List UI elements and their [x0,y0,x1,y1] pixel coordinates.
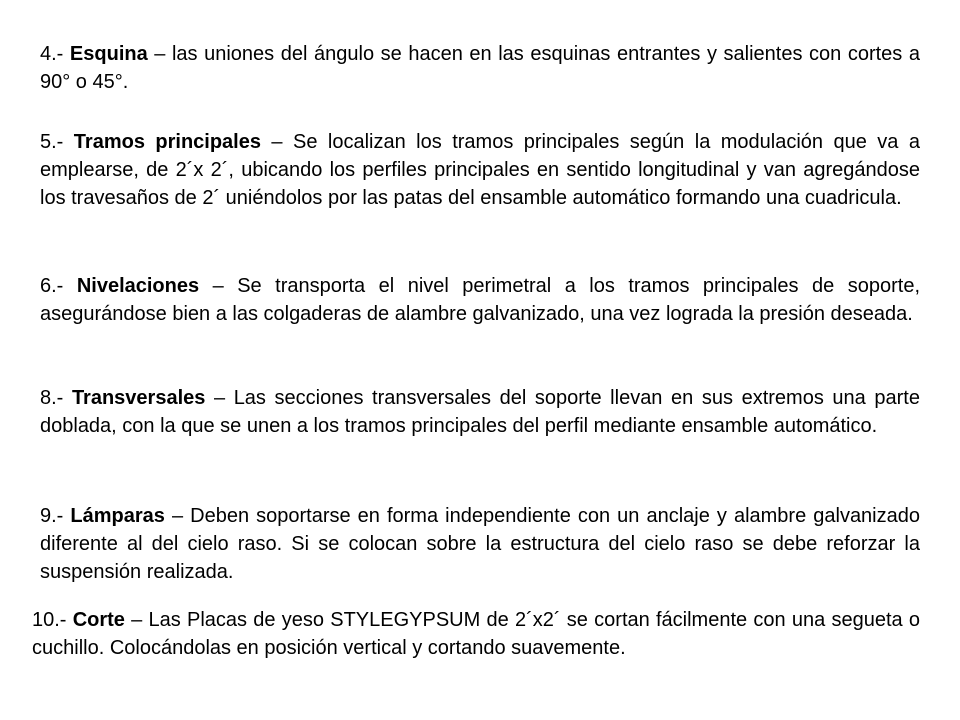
paragraph-term: Transversales [71,387,206,409]
paragraph-text: – Deben soportarse en forma independiente con un anclaje y alambre galvanizado diferente al del cielo raso. Si se colocan sobre la estructura del cielo raso se debe reforzar la suspensión realizada. [40,505,920,583]
paragraph-number: 8.- [40,387,72,409]
paragraph-number: 4.- [40,43,70,65]
paragraph-text: – las uniones del ángulo se hacen en las esquinas entrantes y salientes con cortes a 90° o 45°. [40,43,920,93]
paragraph-tramos-principales [40,128,920,212]
paragraph-number: 10.- [32,609,73,631]
paragraph-term: Tramos principales [73,131,261,153]
paragraph-text: – Se transporta el nivel perimetral a los tramos principales de soporte, asegurándose bien a las colgaderas de alambre galvanizado, una vez lograda la presión deseada. [40,275,921,325]
paragraph-text: – Las Placas de yeso STYLEGYPSUM de 2´x2´ se cortan fácilmente con una segueta o cuchillo. Colocándolas en posición vertical y cortando suavemente. [32,609,920,659]
paragraph-corte [32,606,920,662]
paragraph-lamparas [40,502,920,586]
paragraph-text: – Las secciones transversales del soporte llevan en sus extremos una parte doblada, con la que se unen a los tramos principales del perfil mediante ensamble automático. [40,387,920,437]
paragraph-text: – Se localizan los tramos principales según la modulación que va a emplearse, de 2´x 2´, ubicando los perfiles principales en sentido longitudinal y van agregándose los travesaños de 2´ uniéndolos por las patas del ensamble automático formando una cuadricula. [40,131,921,209]
paragraph-esquina [40,40,920,96]
paragraph-term: Nivelaciones [76,275,200,297]
paragraph-term: Lámparas [70,505,165,527]
paragraph-nivelaciones [40,272,920,328]
paragraph-term: Esquina [69,43,148,65]
paragraph-transversales [40,384,920,440]
paragraph-number: 5.- [40,131,74,153]
paragraph-number: 6.- [40,275,77,297]
paragraph-term: Corte [72,609,125,631]
paragraph-number: 9.- [40,505,71,527]
